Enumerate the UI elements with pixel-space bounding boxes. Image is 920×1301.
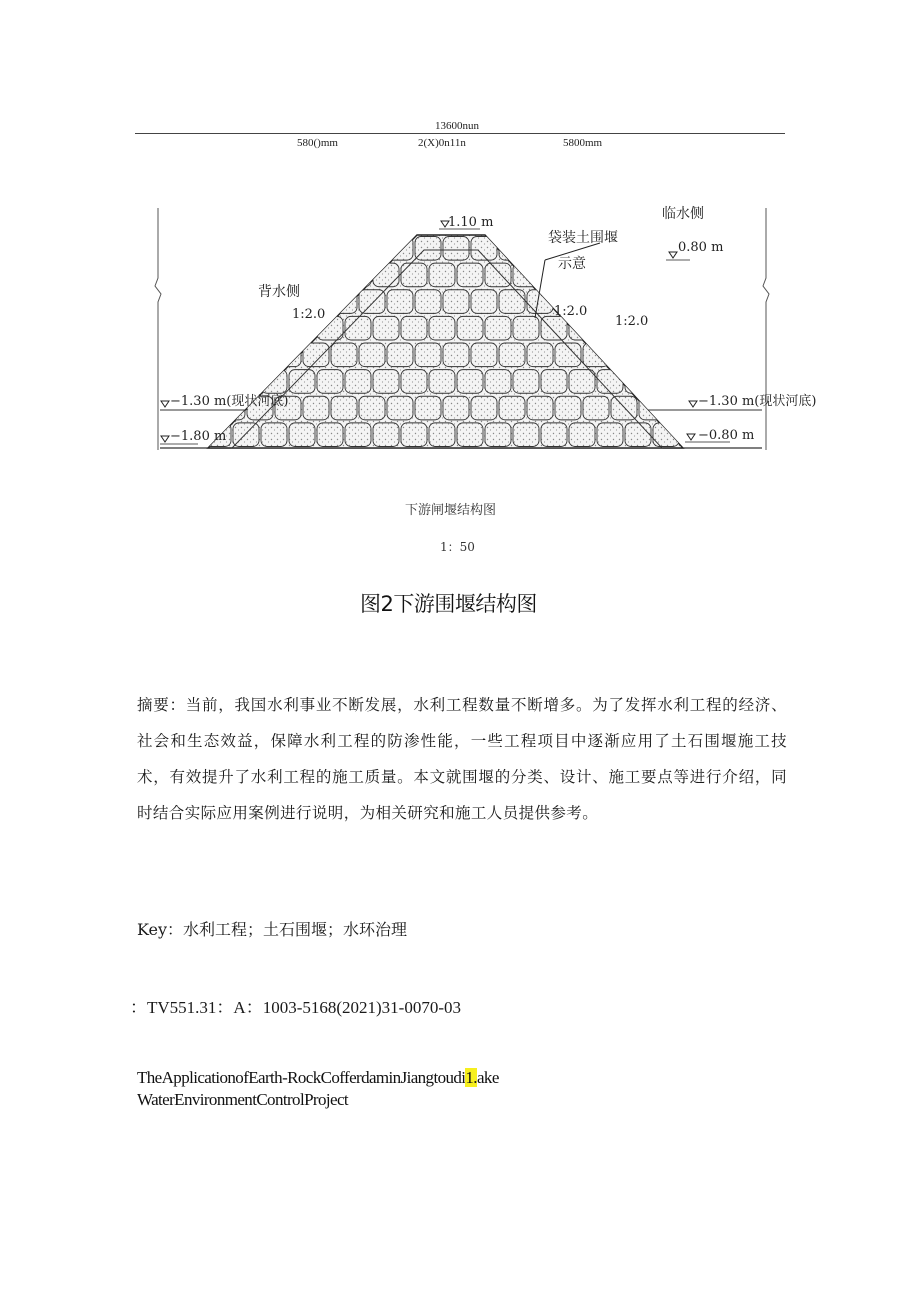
sandbag [331, 396, 357, 420]
sandbag [205, 370, 231, 394]
land-side-label: 背水侧 [258, 284, 300, 300]
sandbag [485, 263, 511, 287]
right-bed-level: −1.30 m(现状河底) [698, 394, 817, 409]
sandbag [709, 263, 735, 287]
sandbag [331, 343, 357, 367]
sandbag [527, 396, 553, 420]
sandbag [289, 370, 315, 394]
sandbag [639, 237, 665, 261]
sandbag [597, 370, 623, 394]
sandbag [233, 316, 259, 340]
sandbag [415, 396, 441, 420]
sandbag [317, 370, 343, 394]
sandbag [205, 316, 231, 340]
sandbag [527, 343, 553, 367]
river-side-level-marker [669, 252, 677, 258]
sandbag [471, 343, 497, 367]
english-title-highlight: 1. [465, 1068, 477, 1087]
sandbag [191, 237, 217, 261]
sandbag [359, 343, 385, 367]
sandbag [331, 237, 357, 261]
sandbag [415, 237, 441, 261]
sandbag [275, 237, 301, 261]
sandbag [345, 316, 371, 340]
slope-mid: 1:2.0 [554, 304, 588, 319]
sandbag [541, 316, 567, 340]
sandbag [695, 343, 721, 367]
sandbag [345, 263, 371, 287]
sandbag [345, 423, 371, 447]
sandbag [345, 370, 371, 394]
sandbag [331, 290, 357, 314]
break-line-right [763, 208, 769, 450]
right-bed-level-marker [689, 401, 697, 407]
sandbag [359, 237, 385, 261]
dimension-line [135, 133, 785, 134]
sandbag [653, 370, 679, 394]
sandbag [639, 343, 665, 367]
sandbag [317, 263, 343, 287]
abstract-paragraph: 摘要：当前，我国水利事业不断发展，水利工程数量不断增多。为了发挥水利工程的经济、社会和生态效益，保障水利工程的防渗性能，一些工程项目中逐渐应用了土石围堰施工技术，有效提升了水利工程的施工质量。本文就围堰的分类、设计、施工要点等进行介绍，同时结合实际应用案例进行说明，为相关研究和施工人员提供参考。 [137, 696, 787, 822]
left-base-level: −1.80 m [170, 429, 227, 444]
sandbag [233, 263, 259, 287]
river-side-label: 临水侧 [662, 206, 704, 222]
sandbag [373, 423, 399, 447]
sandbag [513, 423, 539, 447]
sandbag [639, 396, 665, 420]
sandbag [457, 316, 483, 340]
left-base-level-marker [161, 436, 169, 442]
dimension-right: 5800mm [563, 137, 603, 149]
sandbag [471, 396, 497, 420]
sandbag [429, 423, 455, 447]
bag-label-line1: 袋装土围堰 [548, 230, 618, 246]
sandbag [247, 237, 273, 261]
sandbag [373, 316, 399, 340]
sandbag [541, 423, 567, 447]
sandbag [667, 396, 693, 420]
english-title-line2: WaterEnvironmentControlProject [137, 1090, 349, 1109]
left-bed-level: −1.30 m(现状河底) [170, 394, 289, 409]
figure-title: 图2下游围堰结构图 [360, 592, 537, 616]
sandbag [359, 396, 385, 420]
sandbag [625, 263, 651, 287]
sandbag [303, 237, 329, 261]
sandbag [387, 237, 413, 261]
english-title-part1: TheApplicationofEarth-RockCofferdaminJiangtoudi [137, 1068, 466, 1087]
crest-level: 1.10 m [448, 215, 494, 230]
sandbag [513, 263, 539, 287]
sandbag [429, 316, 455, 340]
sandbag [499, 396, 525, 420]
english-title-part2: ake [476, 1068, 499, 1087]
sandbag [709, 370, 735, 394]
sandbag [233, 370, 259, 394]
sandbag [219, 237, 245, 261]
sandbag [667, 343, 693, 367]
sandbag [457, 423, 483, 447]
sandbag [387, 290, 413, 314]
sandbag [709, 316, 735, 340]
sandbag [443, 343, 469, 367]
sandbag [289, 423, 315, 447]
dimension-middle: 2(X)0n11n [418, 137, 466, 149]
sandbag [597, 263, 623, 287]
keywords-line: Key：水利工程；土石围堰；水环治理 [137, 920, 408, 939]
sandbag [611, 343, 637, 367]
sandbag [317, 423, 343, 447]
sandbag [485, 423, 511, 447]
right-base-level: −0.80 m [698, 428, 755, 443]
figure-scale: 1：50 [440, 540, 475, 554]
sandbag [387, 396, 413, 420]
classification-line: ：TV551.31：A：1003-5168(2021)31-0070-03 [130, 998, 461, 1017]
sandbag [191, 290, 217, 314]
sandbag [485, 370, 511, 394]
cofferdam-diagram [150, 198, 817, 458]
dimension-total: 13600nun [435, 120, 479, 132]
figure-subtitle: 下游闸堰结构图 [405, 503, 497, 518]
sandbag [695, 290, 721, 314]
sandbag [541, 370, 567, 394]
sandbag [625, 423, 651, 447]
sandbag [401, 263, 427, 287]
sandbag [513, 370, 539, 394]
sandbag [275, 343, 301, 367]
sandbag [499, 237, 525, 261]
sandbag [387, 343, 413, 367]
sandbag [219, 290, 245, 314]
sandbag [569, 423, 595, 447]
sandbag [499, 290, 525, 314]
sandbag [457, 370, 483, 394]
sandbag [429, 263, 455, 287]
river-side-level: 0.80 m [678, 240, 724, 255]
sandbag [499, 343, 525, 367]
sandbag [639, 290, 665, 314]
sandbag [359, 290, 385, 314]
sandbag [373, 370, 399, 394]
sandbag [429, 370, 455, 394]
sandbag [681, 370, 707, 394]
sandbag [415, 343, 441, 367]
sandbag [415, 290, 441, 314]
sandbag [555, 396, 581, 420]
sandbag [261, 316, 287, 340]
sandbag [569, 316, 595, 340]
sandbag [597, 423, 623, 447]
bag-label-line2: 示意 [558, 256, 586, 272]
sandbag [443, 237, 469, 261]
sandbag [401, 370, 427, 394]
sandbag [219, 343, 245, 367]
slope-right: 1:2.0 [615, 314, 649, 329]
break-line-left [155, 208, 161, 450]
sandbag [667, 290, 693, 314]
sandbag [485, 316, 511, 340]
sandbag [205, 263, 231, 287]
sandbag [569, 370, 595, 394]
sandbag [611, 290, 637, 314]
sandbag [653, 263, 679, 287]
sandbag [303, 396, 329, 420]
dimension-left: 580()mm [297, 137, 338, 149]
sandbag [443, 396, 469, 420]
english-title-line1 [137, 1068, 499, 1088]
sandbag [191, 343, 217, 367]
sandbag [513, 316, 539, 340]
slope-left: 1:2.0 [292, 307, 326, 322]
sandbag [261, 423, 287, 447]
sandbag [471, 290, 497, 314]
sandbag [583, 396, 609, 420]
left-bed-level-marker [161, 401, 169, 407]
sandbag [457, 263, 483, 287]
sandbag [443, 290, 469, 314]
sandbag [681, 316, 707, 340]
sandbag [681, 263, 707, 287]
sandbag [401, 316, 427, 340]
sandbag [247, 343, 273, 367]
right-base-level-marker [687, 434, 695, 440]
sandbag [583, 343, 609, 367]
sandbag [653, 316, 679, 340]
sandbag [401, 423, 427, 447]
